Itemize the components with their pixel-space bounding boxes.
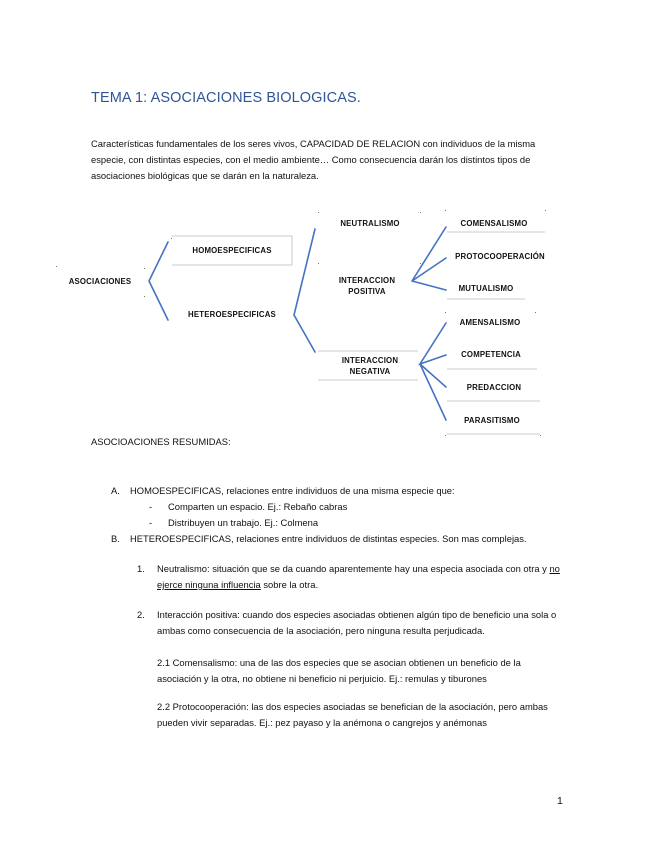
list-marker-a: A. (111, 485, 120, 496)
homo-box (172, 236, 292, 265)
node-interaccion-negativa-line1: INTERACCION (341, 356, 399, 365)
subitem-2-1: 2.1 Comensalismo: una de las dos especies que se asocian obtienen un beneficio de la asociación y la otra, no obtiene ni beneficio ni perjuicio. Ej.: remulas y tiburones (157, 657, 521, 684)
node-parasitismo: PARASITISMO (464, 416, 520, 425)
node-neutralismo: NEUTRALISMO (340, 219, 400, 228)
neutralismo-text-b: sobre la otra. (263, 579, 319, 590)
subitem-2-2: 2.2 Protocooperación: las dos especies asociadas se benefician de la asociación, pero ambas pueden vivir separadas. Ej.: pez payaso y la anémona o cangrejos y anémonas (157, 701, 548, 728)
node-predaccion: PREDACCION (466, 383, 522, 392)
numbered-item-2: Interacción positiva: cuando dos especies asociadas obtienen algún tipo de beneficio una sola o ambas como consecuencia de la asociación, pero ninguna resulta perjudicada. (157, 609, 557, 636)
bracket-root (149, 242, 168, 320)
node-protocooperacion: PROTOCOOPERACIÓN (455, 252, 545, 261)
list-sub-item-1: Comparten un espacio. Ej.: Rebaño cabras (168, 501, 348, 512)
numbered-marker-2: 2. (137, 609, 145, 620)
node-asociaciones: ASOCIACIONES (68, 277, 132, 286)
list-sub-marker-1: - (149, 501, 153, 512)
node-mutualismo: MUTUALISMO (458, 284, 514, 293)
intro-paragraph: Características fundamentales de los seres vivos, CAPACIDAD DE RELACION con individuos de la misma especie, con distintas especies, con el medio ambiente… Como consecuencia darán los distintos tipos de asociaciones biológicas que se darán en la naturaleza. (91, 138, 536, 182)
page-title: TEMA 1: ASOCIACIONES BIOLOGICAS. (91, 90, 361, 106)
bracket-hetero (294, 229, 315, 352)
bracket-negativa (420, 323, 446, 420)
list-item-b: HETEROESPECIFICAS, relaciones entre individuos de distintas especies. Son mas complejas. (130, 533, 527, 544)
node-interaccion-negativa-line2: NEGATIVA (349, 367, 391, 376)
node-interaccion-positiva-line2: POSITIVA (348, 287, 386, 296)
list-sub-marker-2: - (149, 517, 153, 528)
neutralismo-text-a: Neutralismo: situación que se da cuando aparentemente hay una especia asociada con otra y (157, 563, 547, 574)
neutralismo-underlined: no ejerce ninguna influencia (157, 563, 560, 590)
resumen-heading: ASOCIOACIONES RESUMIDAS: (91, 436, 231, 447)
node-homoespecificas: HOMOESPECIFICAS (192, 246, 272, 255)
list-sub-item-2: Distribuyen un trabajo. Ej.: Colmena (168, 517, 319, 528)
page-number: 1 (557, 795, 563, 807)
node-heteroespecificas: HETEROESPECIFICAS (188, 310, 276, 319)
node-interaccion-positiva (322, 275, 412, 297)
numbered-marker-1: 1. (137, 563, 145, 574)
numbered-item-1 (157, 561, 562, 593)
node-interaccion-negativa (322, 355, 418, 377)
list-marker-b: B. (111, 533, 120, 544)
node-interaccion-positiva-line1: INTERACCION (338, 276, 396, 285)
node-competencia: COMPETENCIA (461, 350, 521, 359)
node-comensalismo: COMENSALISMO (460, 219, 528, 228)
node-amensalismo: AMENSALISMO (459, 318, 521, 327)
list-item-a: HOMOESPECIFICAS, relaciones entre individuos de una misma especie que: (130, 485, 455, 496)
bracket-positiva (412, 227, 446, 290)
